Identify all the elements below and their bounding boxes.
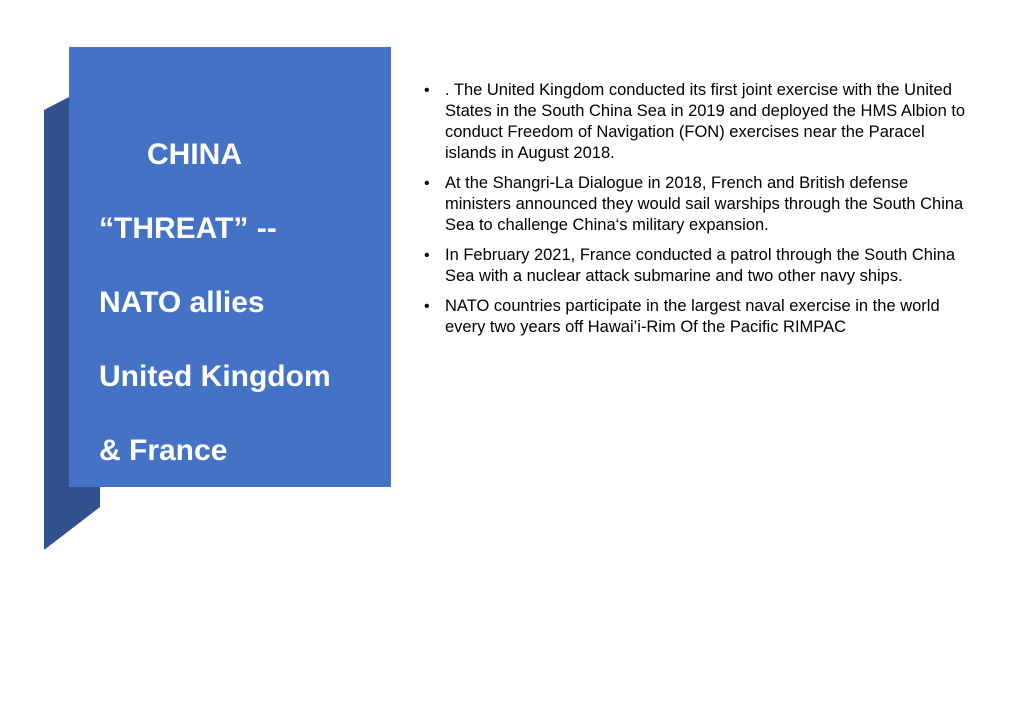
bullet-item (424, 173, 974, 236)
bullet-list (424, 80, 974, 347)
bullet-text: In February 2021, France conducted a patrol through the South China Sea with a nuclear attack submarine and two other navy ships. (445, 246, 955, 285)
slide-title (99, 99, 379, 728)
title-box (69, 47, 391, 689)
title-line: Indo-Pacific (99, 656, 270, 689)
title-line: presence in the (99, 582, 320, 615)
title-line: CHINA (147, 138, 242, 171)
title-line: United Kingdom (99, 360, 331, 393)
bullet-item (424, 296, 974, 338)
title-line: NATO allies (99, 286, 265, 319)
bullet-text: NATO countries participate in the largest naval exercise in the world every two years off Hawai’i-Rim Of the Pacific RIMPAC (445, 297, 940, 336)
title-line: & France (99, 434, 228, 467)
bullet-icon: • (424, 82, 430, 99)
bullet-item (424, 80, 974, 164)
title-line: increased (99, 508, 240, 541)
bullet-item (424, 245, 974, 287)
bullet-icon: • (424, 175, 430, 192)
bullet-icon: • (424, 247, 430, 264)
title-line: “THREAT” -- (99, 212, 277, 245)
bullet-text: . The United Kingdom conducted its first joint exercise with the United States in the South China Sea in 2019 and deployed the HMS Albion to conduct Freedom of Navigation (FON) exercises near the Paracel islands in August 2018. (445, 81, 966, 162)
bullet-text: At the Shangri-La Dialogue in 2018, French and British defense ministers announced they would sail warships through the South China Sea to challenge China‘s military expansion. (445, 174, 964, 234)
bullet-icon: • (424, 298, 430, 315)
